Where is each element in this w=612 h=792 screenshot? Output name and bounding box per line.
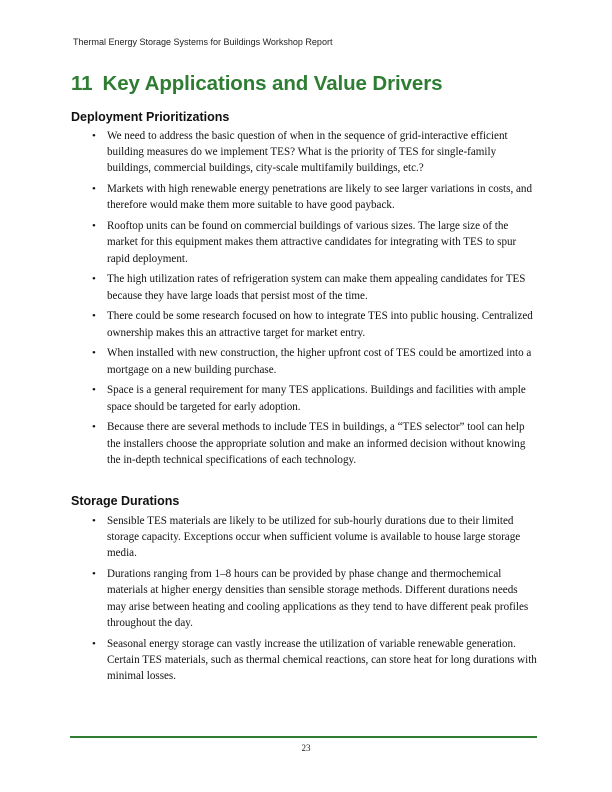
list-item <box>0 271 537 303</box>
chapter-title <box>71 72 442 96</box>
section-heading-deployment: Deployment Prioritizations <box>71 110 230 124</box>
bullet-text: There could be some research focused on how to integrate TES into public housing. Centralized ownership makes this an attractive target for market entry. <box>107 310 533 339</box>
list-item <box>0 513 537 562</box>
bullet-marker: • <box>92 568 96 581</box>
list-item <box>0 128 537 177</box>
bullet-text: When installed with new construction, the higher upfront cost of TES could be amortized into a mortgage on a new building purchase. <box>107 347 532 376</box>
bullet-text: Because there are several methods to include TES in buildings, a “TES selector” tool can help the installers choose the appropriate solution and make an informed decision without knowing the in-depth technical specifications of each technology. <box>107 421 526 466</box>
chapter-title-text: Key Applications and Value Drivers <box>102 72 443 95</box>
bullet-marker: • <box>92 130 96 142</box>
bullet-marker: • <box>92 637 96 650</box>
bullet-text: We need to address the basic question of when in the sequence of grid-interactive efficient building measures do we implement TES? What is the priority of TES for single-family buildings, commercial buildings, city-scale multifamily buildings, etc.? <box>107 130 508 175</box>
list-item <box>0 419 537 468</box>
bullet-marker: • <box>92 310 96 323</box>
bullet-marker: • <box>92 515 96 527</box>
bullet-marker: • <box>92 384 96 397</box>
list-item <box>0 181 537 213</box>
bullet-marker: • <box>92 183 96 196</box>
bullet-text: Rooftop units can be found on commercial buildings of various sizes. The large size of the market for this equipment makes them attractive candidates for integrating with TES to spur rapid deployment. <box>107 220 517 265</box>
bullet-marker: • <box>92 347 96 360</box>
list-item <box>0 636 537 685</box>
bullet-marker: • <box>92 273 96 286</box>
section-heading-storage-durations: Storage Durations <box>71 494 180 508</box>
list-item <box>0 566 537 631</box>
list-item <box>0 382 537 414</box>
list-item <box>0 218 537 267</box>
list-item <box>0 345 537 377</box>
chapter-number: 11 <box>71 72 93 95</box>
bullet-text: Space is a general requirement for many TES applications. Buildings and facilities with ample space should be targeted for early adoption. <box>107 384 526 413</box>
bullet-text: Durations ranging from 1–8 hours can be provided by phase change and thermochemical materials at higher energy densities than sensible storage methods. Different durations needs may arise between heating and cooling applications as they tend to have different peak profiles throughout the day. <box>107 568 529 629</box>
deployment-bullet-list <box>0 128 537 473</box>
page-number: 23 <box>301 743 311 753</box>
bullet-text: The high utilization rates of refrigeration system can make them appealing candidates for TES because they have large loads that persist most of the time. <box>107 273 526 302</box>
running-header: Thermal Energy Storage Systems for Buildings Workshop Report <box>73 37 333 47</box>
bullet-text: Seasonal energy storage can vastly increase the utilization of variable renewable generation. Certain TES materials, such as thermal chemical reactions, can store heat for long durations with minimal losses. <box>107 637 537 683</box>
bullet-marker: • <box>92 421 96 434</box>
bullet-marker: • <box>92 220 96 233</box>
bullet-text: Sensible TES materials are likely to be utilized for sub-hourly durations due to their limited storage capacity. Exceptions occur when sufficient volume is available to house large storage media. <box>107 515 521 560</box>
list-item <box>0 308 537 340</box>
bullet-text: Markets with high renewable energy penetrations are likely to see larger variations in costs, and therefore would make them more suitable to have good payback. <box>107 183 533 212</box>
storage-bullet-list <box>0 513 537 689</box>
footer-divider <box>70 736 537 738</box>
